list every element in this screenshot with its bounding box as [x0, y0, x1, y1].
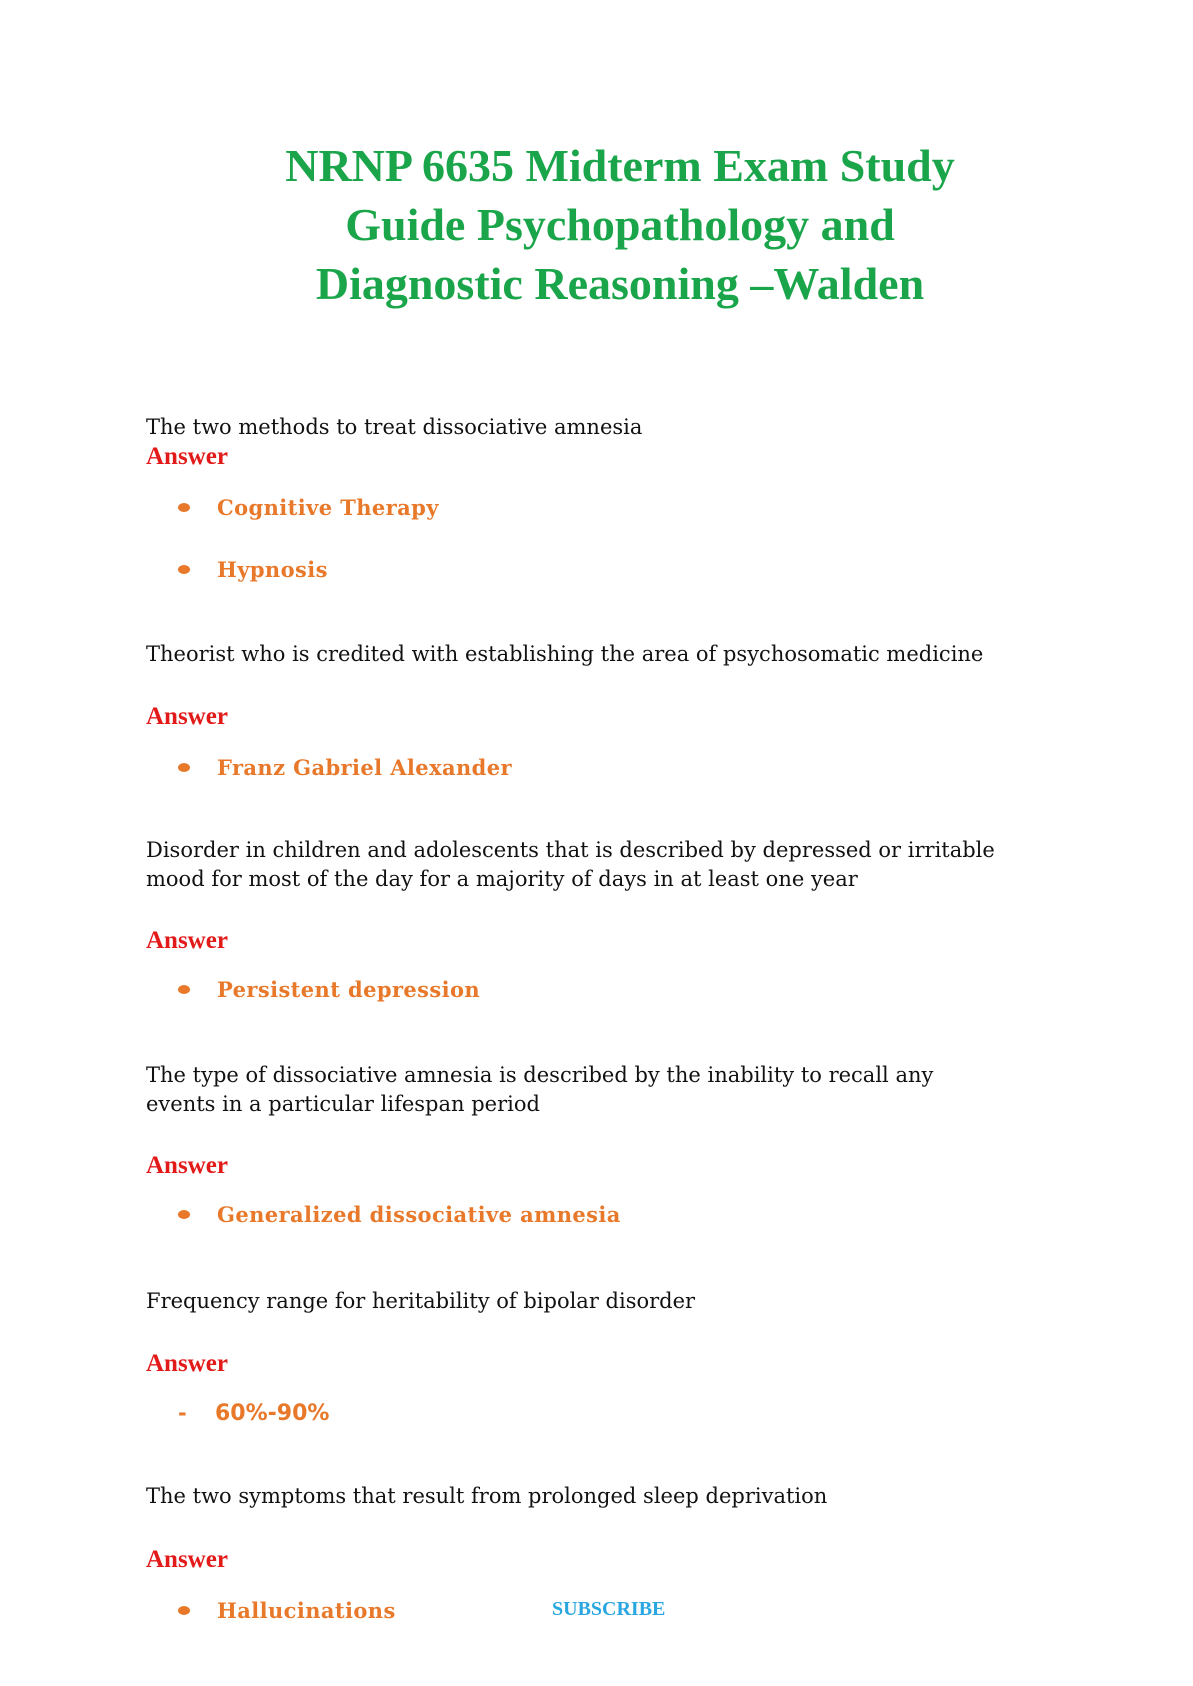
title-line-3: Diagnostic Reasoning –Walden — [315, 258, 925, 309]
title-line-1: NRNP 6635 Midterm Exam Study — [285, 140, 955, 191]
answer-label-3: Answer — [146, 927, 228, 954]
answer-6-item-1 — [178, 1595, 396, 1625]
answer-2-text-1: Franz Gabriel Alexander — [217, 754, 512, 780]
question-5-line-1: Frequency range for heritability of bipolar disorder — [146, 1289, 696, 1313]
question-2 — [146, 640, 1106, 669]
answer-label-6: Answer — [146, 1546, 228, 1573]
answer-2-item-1 — [178, 752, 512, 782]
question-4 — [146, 1061, 1106, 1119]
answer-1-item-2 — [178, 554, 328, 584]
answer-1-item-1 — [178, 492, 439, 522]
bullet-icon — [178, 763, 190, 772]
question-1 — [146, 413, 1106, 442]
question-6 — [146, 1482, 1106, 1511]
question-6-line-1: The two symptoms that result from prolonged sleep deprivation — [146, 1484, 828, 1508]
answer-3-item-1 — [178, 974, 480, 1004]
bullet-icon — [178, 1606, 190, 1615]
bullet-icon — [178, 565, 190, 574]
question-4-line-1: The type of dissociative amnesia is described by the inability to recall any — [146, 1063, 934, 1087]
answer-4-item-1 — [178, 1199, 621, 1229]
document-title — [0, 136, 1193, 313]
bullet-icon — [178, 985, 190, 994]
answer-1-text-2: Hypnosis — [217, 556, 328, 582]
dash-marker: - — [178, 1401, 187, 1425]
question-1-line-1: The two methods to treat dissociative amnesia — [146, 415, 643, 439]
bullet-icon — [178, 1210, 190, 1219]
answer-5-item-1 — [178, 1398, 329, 1428]
question-3-line-2: mood for most of the day for a majority of days in at least one year — [146, 867, 858, 891]
question-4-line-2: events in a particular lifespan period — [146, 1092, 540, 1116]
answer-label-1: Answer — [146, 443, 228, 470]
answer-5-text-1: 60%-90% — [215, 1400, 330, 1426]
answer-label-4: Answer — [146, 1152, 228, 1179]
bullet-icon — [178, 503, 190, 512]
question-5 — [146, 1287, 1106, 1316]
title-line-2: Guide Psychopathology and — [345, 199, 895, 250]
question-2-line-1: Theorist who is credited with establishing the area of psychosomatic medicine — [146, 642, 984, 666]
answer-4-text-1: Generalized dissociative amnesia — [217, 1201, 621, 1227]
answer-1-text-1: Cognitive Therapy — [217, 494, 439, 520]
question-3 — [146, 836, 1106, 894]
answer-label-5: Answer — [146, 1350, 228, 1377]
answer-3-text-1: Persistent depression — [217, 976, 481, 1002]
answer-6-text-1: Hallucinations — [217, 1597, 396, 1623]
answer-label-2: Answer — [146, 703, 228, 730]
subscribe-link[interactable]: SUBSCRIBE — [552, 1598, 666, 1620]
question-3-line-1: Disorder in children and adolescents that is described by depressed or irritable — [146, 838, 995, 862]
